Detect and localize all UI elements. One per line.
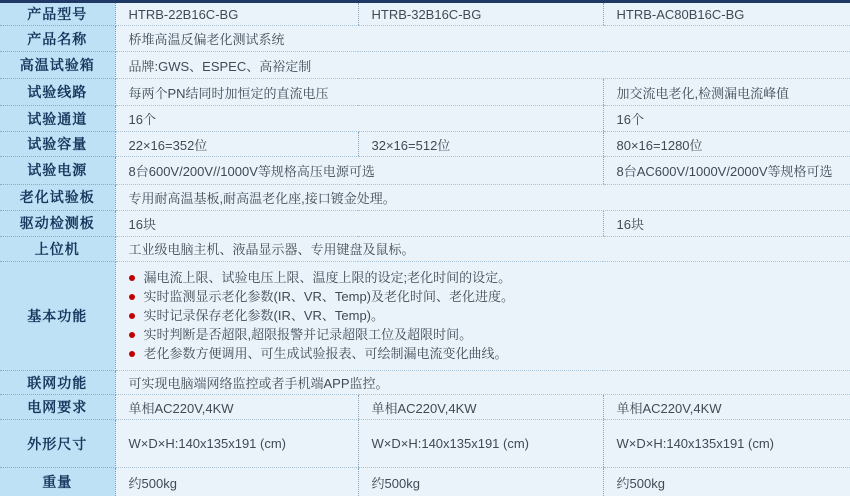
bullet-text: 实时记录保存老化参数(IR、VR、Temp)。: [143, 308, 385, 324]
cell-product-model-3: HTRB-AC80B16C-BG: [603, 2, 850, 26]
table-row: [0, 420, 850, 468]
cell-dimensions-1: W×D×H:140x135x191 (cm): [115, 420, 358, 468]
cell-power-requirements-2: 单相AC220V,4KW: [358, 395, 603, 420]
bullet-icon: [129, 275, 135, 281]
table-row: [0, 468, 850, 496]
table-row: [0, 261, 850, 370]
row-header-high-temp-chamber: 高温试验箱: [0, 52, 115, 79]
cell-test-channels-2: 16个: [603, 106, 850, 132]
bullet-icon: [129, 351, 135, 357]
cell-power-requirements-3: 单相AC220V,4KW: [603, 395, 850, 420]
table-row: [0, 184, 850, 210]
table-row: [0, 236, 850, 261]
cell-test-circuit-1: 每两个PN结同时加恒定的直流电压: [115, 79, 603, 106]
cell-product-model-1: HTRB-22B16C-BG: [115, 2, 358, 26]
bullet-text: 老化参数方便调用、可生成试验报表、可绘制漏电流变化曲线。: [143, 346, 508, 362]
row-header-weight: 重量: [0, 468, 115, 496]
row-header-power-requirements: 电网要求: [0, 395, 115, 420]
table-row: [0, 371, 850, 395]
cell-dimensions-2: W×D×H:140x135x191 (cm): [358, 420, 603, 468]
row-header-product-model: 产品型号: [0, 2, 115, 26]
table-row: [0, 52, 850, 79]
cell-test-channels-1: 16个: [115, 106, 603, 132]
cell-test-circuit-2: 加交流电老化,检测漏电流峰值: [603, 79, 850, 106]
cell-drive-detection-board-1: 16块: [115, 210, 603, 236]
table-row: [0, 157, 850, 184]
row-header-network-function: 联网功能: [0, 371, 115, 395]
table-row: [0, 210, 850, 236]
cell-network-function: 可实现电脑端网络监控或者手机端APP监控。: [115, 371, 850, 395]
cell-weight-2: 约500kg: [358, 468, 603, 496]
row-header-test-capacity: 试验容量: [0, 132, 115, 157]
cell-power-requirements-1: 单相AC220V,4KW: [115, 395, 358, 420]
table-row: [0, 26, 850, 52]
cell-test-capacity-2: 32×16=512位: [358, 132, 603, 157]
list-item: [129, 287, 845, 306]
cell-dimensions-3: W×D×H:140x135x191 (cm): [603, 420, 850, 468]
bullet-text: 漏电流上限、试验电压上限、温度上限的设定;老化时间的设定。: [143, 270, 512, 286]
cell-drive-detection-board-2: 16块: [603, 210, 850, 236]
cell-product-name: 桥堆高温反偏老化测试系统: [115, 26, 850, 52]
cell-test-power-2: 8台AC600V/1000V/2000V等规格可选: [603, 157, 850, 184]
cell-test-capacity-1: 22×16=352位: [115, 132, 358, 157]
row-header-aging-test-board: 老化试验板: [0, 184, 115, 210]
row-header-product-name: 产品名称: [0, 26, 115, 52]
cell-product-model-2: HTRB-32B16C-BG: [358, 2, 603, 26]
table-row: [0, 395, 850, 420]
list-item: [129, 325, 845, 344]
list-item: [129, 344, 845, 363]
cell-weight-1: 约500kg: [115, 468, 358, 496]
cell-high-temp-chamber: 品牌:GWS、ESPEC、高裕定制: [115, 52, 850, 79]
cell-basic-functions: [115, 261, 850, 370]
cell-host-computer: 工业级电脑主机、液晶显示器、专用键盘及鼠标。: [115, 236, 850, 261]
bullet-icon: [129, 294, 135, 300]
row-header-dimensions: 外形尺寸: [0, 420, 115, 468]
table-row: [0, 106, 850, 132]
row-header-host-computer: 上位机: [0, 236, 115, 261]
table-row: [0, 132, 850, 157]
bullet-text: 实时判断是否超限,超限报警并记录超限工位及超限时间。: [143, 327, 473, 343]
basic-functions-list: [129, 268, 845, 363]
table-row: [0, 2, 850, 26]
row-header-test-circuit: 试验线路: [0, 79, 115, 106]
bullet-text: 实时监测显示老化参数(IR、VR、Temp)及老化时间、老化进度。: [143, 289, 515, 305]
cell-aging-test-board: 专用耐高温基板,耐高温老化座,接口镀金处理。: [115, 184, 850, 210]
row-header-drive-detection-board: 驱动检测板: [0, 210, 115, 236]
list-item: [129, 268, 845, 287]
cell-weight-3: 约500kg: [603, 468, 850, 496]
table-row: [0, 79, 850, 106]
cell-test-capacity-3: 80×16=1280位: [603, 132, 850, 157]
row-header-test-channels: 试验通道: [0, 106, 115, 132]
list-item: [129, 306, 845, 325]
bullet-icon: [129, 332, 135, 338]
row-header-basic-functions: 基本功能: [0, 261, 115, 370]
cell-test-power-1: 8台600V/200V//1000V等规格高压电源可选: [115, 157, 603, 184]
row-header-test-power: 试验电源: [0, 157, 115, 184]
bullet-icon: [129, 313, 135, 319]
